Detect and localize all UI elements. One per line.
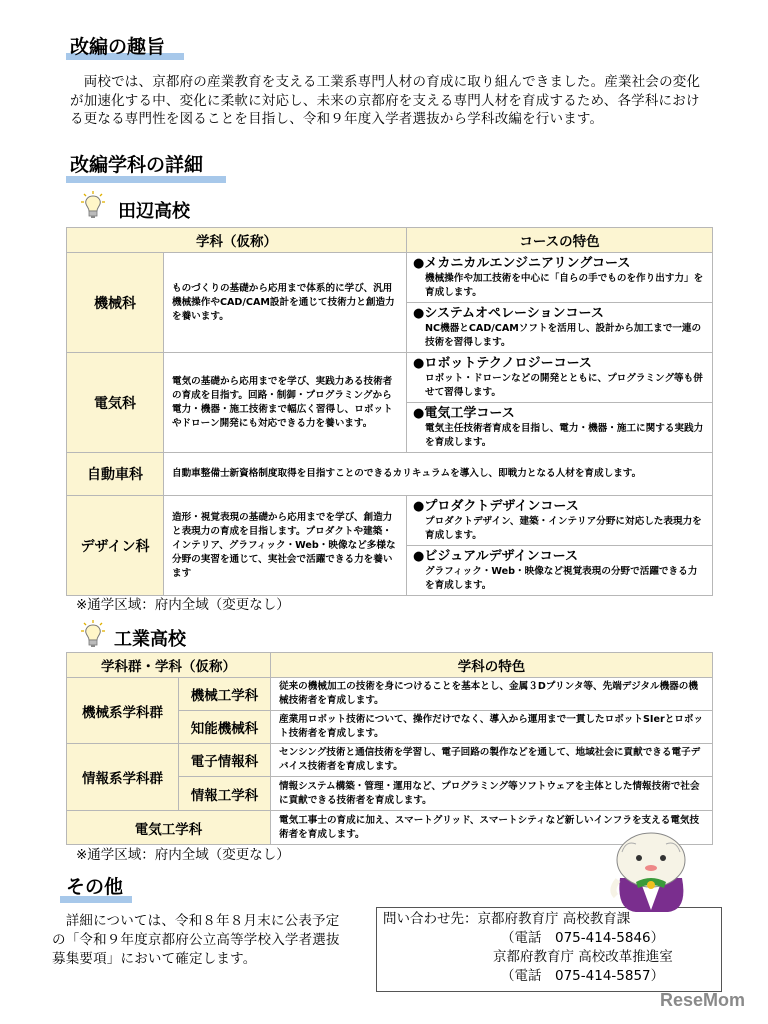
course-title: ●電気工学コース — [413, 406, 515, 421]
course-title: ●ビジュアルデザインコース — [413, 549, 579, 564]
course-item — [407, 253, 713, 303]
dept-desc: 電気工事士の育成に加え、スマートグリッド、スマートシティなど新しいインフラを支える電気技術者を育成します。 — [271, 811, 713, 845]
course-desc: グラフィック・Web・映像など視覚表現の分野で活躍できる力を育成します。 — [425, 566, 698, 591]
dept-electrical-eng: 電気工学科 — [67, 811, 271, 845]
other-text: 詳細については、令和８年８月末に公表予定の「令和９年度京都府公立高等学校入学者選抜募集要項」において確定します。 — [52, 913, 340, 967]
contact-phone: （電話 075-414-5846） — [501, 930, 665, 946]
watermark-logo: ReseMom — [660, 990, 746, 1010]
course-title: ●ロボットテクノロジーコース — [413, 356, 592, 371]
course-item — [407, 546, 713, 596]
kogyo-table — [66, 652, 713, 845]
dept-desc: 情報システム構築・管理・運用など、プログラミング等ソフトウェアを主体とした情報技術で社会に貢献できる技術者を育成します。 — [271, 777, 713, 811]
group-information: 情報系学科群 — [67, 744, 179, 811]
dept-name: 知能機械科 — [179, 711, 271, 744]
lightbulb-icon — [80, 619, 106, 653]
purpose-text: 両校では、京都府の産業教育を支える工業系専門人材の育成に取り組んできました。産業社会の変化が加速化する中、変化に柔軟に対応し、未来の京都府を支える専門人材を育成するため、各学科における更なる専門性を図ることを目指し、令和９年度入学者選抜から学科改編を行います。 — [70, 74, 701, 127]
dept-automotive: 自動車科 — [67, 453, 164, 496]
dept-electrical-desc: 電気の基礎から応用までを学び、実践力ある技術者の育成を目指す。回路・制御・プログラミングから電力・機器・施工技術まで幅広く習得し、ロボットやドローン開発にも対応できる力を養います。 — [164, 353, 407, 453]
contact-phone: （電話 075-414-5857） — [501, 968, 665, 984]
district-note-kogyo: ※通学区域：府内全域（変更なし） — [76, 847, 290, 863]
course-title: ●システムオペレーションコース — [413, 306, 604, 321]
section-title-other: その他 — [66, 876, 124, 898]
dept-electrical: 電気科 — [67, 353, 164, 453]
contact-line: 問い合わせ先：京都府教育庁 高校教育課 — [383, 911, 631, 927]
dept-desc: 従来の機械加工の技術を身につけることを基本とし、金属３Dプリンタ等、先端デジタル機器の機械技術者を育成します。 — [271, 678, 713, 711]
dept-desc: 産業用ロボット技術について、操作だけでなく、導入から運用まで一貫したロボットSIerとロボット技術者を育成します。 — [271, 711, 713, 744]
header-dept: 学科（仮称） — [67, 228, 407, 253]
tanabe-table — [66, 227, 713, 596]
course-desc: NC機器とCAD/CAMソフトを活用し、設計から加工まで一連の技術を習得します。 — [425, 323, 702, 348]
dept-name: 機械工学科 — [179, 678, 271, 711]
course-desc: プロダクトデザイン、建築・インテリア分野に対応した表現力を育成します。 — [425, 516, 702, 541]
section-title-details: 改編学科の詳細 — [70, 154, 204, 176]
group-mechanical: 機械系学科群 — [67, 678, 179, 744]
header-feature: 学科の特色 — [271, 653, 713, 678]
district-note-tanabe: ※通学区域：府内全域（変更なし） — [76, 597, 290, 613]
course-desc: 機械操作や加工技術を中心に「自らの手でものを作り出す力」を育成します。 — [425, 273, 704, 298]
course-item — [407, 353, 713, 403]
dept-automotive-desc: 自動車整備士新資格制度取得を目指すことのできるカリキュラムを導入し、即戦力となる人材を育成します。 — [164, 453, 713, 496]
dept-name: 情報工学科 — [179, 777, 271, 811]
section-title-bar — [66, 176, 226, 183]
course-title: ●メカニカルエンジニアリングコース — [413, 256, 631, 271]
lightbulb-icon — [80, 190, 106, 224]
course-desc: ロボット・ドローンなどの開発とともに、プログラミング等も併せて習得します。 — [425, 373, 703, 398]
header-dept-group: 学科群・学科（仮称） — [67, 653, 271, 678]
dept-design: デザイン科 — [67, 496, 164, 596]
dept-name: 電子情報科 — [179, 744, 271, 777]
section-title-purpose: 改編の趣旨 — [70, 36, 166, 58]
header-course: コースの特色 — [407, 228, 713, 253]
school-title-kogyo: 工業高校 — [114, 629, 186, 650]
dept-desc: センシング技術と通信技術を学習し、電子回路の製作などを通して、地域社会に貢献できる電子デバイス技術者を育成します。 — [271, 744, 713, 777]
dept-mechanical-desc: ものづくりの基礎から応用まで体系的に学び、汎用機械操作やCAD/CAM設計を通じて技術力と創造力を養います。 — [164, 253, 407, 353]
dept-design-desc: 造形・視覚表現の基礎から応用までを学び、創造力と表現力の育成を目指します。プロダクトや建築・インテリア、グラフィック・Web・映像など多様な分野の実習を通じて、実社会で活躍できる力を養います — [164, 496, 407, 596]
course-item — [407, 496, 713, 546]
course-title: ●プロダクトデザインコース — [413, 499, 579, 514]
school-title-tanabe: 田辺高校 — [118, 201, 190, 222]
course-item — [407, 303, 713, 353]
contact-line: 京都府教育庁 高校改革推進室 — [493, 949, 673, 965]
contact-box — [376, 907, 722, 992]
course-item — [407, 403, 713, 453]
course-desc: 電気主任技術者育成を目指し、電力・機器・施工に関する実践力を育成します。 — [425, 423, 704, 448]
dept-mechanical: 機械科 — [67, 253, 164, 353]
mascot-character — [606, 830, 696, 916]
